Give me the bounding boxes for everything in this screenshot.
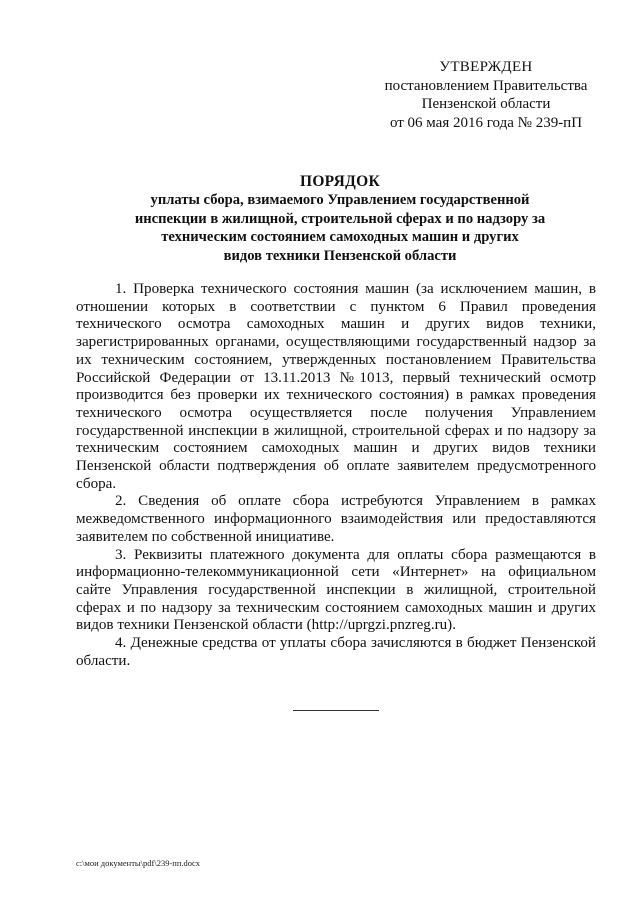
title-line: уплаты сбора, взимаемого Управлением государственной [150, 192, 530, 208]
paragraph-1: 1. Проверка технического состояния машин (за исключением машин, в отношении которых в соответствии с пунктом 6 Правил проведения технического осмотра самоходных машин и других видов техники, зарегистрированных органами, осуществляющими государственный надзор за их техническим состоянием, утвержденных постановлением Правительства Российской Федерации от 13.11.2013 №1013, первый технический осмотр производится без проверки их технического состояния) в рамках проведения технического осмотра осуществляется после получения Управлением государственной инспекции в жилищной, строительной сферах и по надзору за техническим состоянием самоходных машин и других видов техники Пензенской области подтверждения об оплате заявителем предусмотренного сбора. [76, 281, 596, 492]
title-line: техническим состоянием самоходных машин и других [161, 229, 519, 246]
approved-label: УТВЕРЖДЕН [439, 59, 533, 75]
approval-decree-line: постановлением Правительства [384, 77, 588, 94]
document-body [76, 281, 596, 670]
document-heading: ПОРЯДОК [299, 173, 381, 190]
title-line: инспекции в жилищной, строительной сферах и по надзору за [134, 210, 546, 227]
title-line: видов техники Пензенской области [223, 247, 457, 264]
paragraph-2: 2. Сведения об оплате сбора истребуются Управлением в рамках межведомственного информационного взаимодействия или предоставляются заявителем по собственной инициативе. [76, 493, 596, 545]
footer-file-path: c:\мои документы\pdf\239-пп.docx [76, 858, 201, 868]
approval-region-line: Пензенской области [421, 96, 551, 112]
approval-date-line: от 06 мая 2016 года № 239-пП [389, 114, 583, 131]
paragraph-4: 4. Денежные средства от уплаты сбора зачисляются в бюджет Пензенской области. [76, 635, 596, 669]
end-separator-line [293, 710, 379, 711]
paragraph-3: 3. Реквизиты платежного документа для оплаты сбора размещаются в информационно-телекоммуникационной сети «Интернет» на официальном сайте Управления государственной инспекции в жилищной, строительной сферах и по надзору за техническим состоянием самоходных машин и других видов техники Пензенской области (http://uprgzi.pnzreg.ru). [76, 546, 596, 634]
approval-stamp [374, 58, 598, 132]
document-title-block [90, 173, 590, 265]
